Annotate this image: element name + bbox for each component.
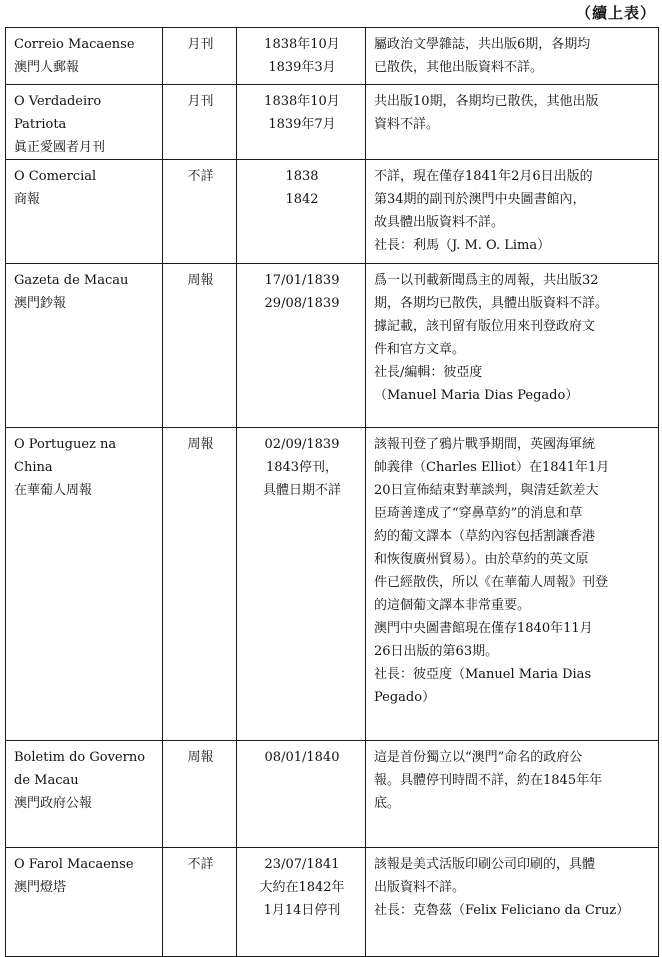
table-row [6, 848, 659, 957]
cell-title [6, 741, 163, 848]
cell-notes [366, 160, 659, 264]
cell-dates-line: 17/01/1839 [264, 273, 340, 288]
cell-title [6, 848, 163, 957]
cell-dates-line: 02/09/1839 [264, 437, 340, 452]
cell-notes-line: 底。 [374, 796, 401, 811]
cell-title [6, 28, 163, 85]
cell-title [6, 160, 163, 264]
cell-title-line: O Verdadeiro [14, 94, 102, 109]
cell-notes-line: 社長：利馬（J. M. O. Lima） [374, 238, 551, 253]
cell-title-line: 澳門燈塔 [14, 880, 67, 895]
cell-notes-line: 和恢復廣州貿易）。由於草約的英文原 [374, 552, 589, 567]
cell-notes-line: 不詳，現在僅存1841年2月6日出版的 [374, 169, 593, 184]
cell-title-line: 澳門人郵報 [14, 60, 80, 75]
cell-notes-line: 資料不詳。 [374, 117, 440, 132]
cell-frequency-text: 周報 [187, 750, 214, 765]
cell-title [6, 85, 163, 160]
cell-dates [237, 28, 366, 85]
cell-notes-line: 共出版10期，各期均已散佚，其他出版 [374, 94, 599, 109]
cell-frequency [163, 160, 237, 264]
table-row [6, 264, 659, 428]
cell-dates-line: 具體日期不詳 [262, 483, 341, 498]
cell-notes [366, 741, 659, 848]
cell-notes-line: 該報是美式活版印刷公司印刷的，具體 [374, 857, 596, 872]
cell-frequency-text: 不詳 [187, 169, 214, 184]
cell-dates-line: 1838年10月 [264, 94, 340, 109]
table-row [6, 160, 659, 264]
cell-notes-line: 期，各期均已散佚，具體出版資料不詳。 [374, 296, 609, 311]
cell-notes-line: 該報刊登了鴉片戰爭期間，英國海軍統 [374, 437, 596, 452]
cell-frequency-text: 周報 [187, 437, 214, 452]
cell-title-line: O Comercial [14, 169, 97, 184]
cell-notes-line: 報。具體停刊時間不詳，約在1845年年 [374, 773, 603, 788]
cell-title-line: Boletim do Governo [14, 750, 146, 765]
cell-dates [237, 848, 366, 957]
cell-title-line: Patriota [14, 117, 67, 132]
cell-notes-line: 第34期的副刊於澳門中央圖書館內， [374, 192, 586, 207]
cell-notes [366, 264, 659, 428]
cell-dates [237, 428, 366, 741]
cell-frequency-text: 周報 [187, 273, 214, 288]
cell-frequency-text: 月刊 [187, 37, 214, 52]
cell-dates-line: 1月14日停刊 [263, 903, 341, 918]
cell-dates [237, 741, 366, 848]
cell-notes-line: 的這個葡文譯本非常重要。 [374, 598, 531, 613]
cell-notes-line: 約的葡文譯本（草約內容包括割讓香港 [374, 529, 596, 544]
cell-frequency-text: 月刊 [187, 94, 214, 109]
cell-title-line: de Macau [14, 773, 79, 788]
cell-title [6, 428, 163, 741]
cell-notes-line: 臣琦善達成了“穿鼻草約”的消息和草 [374, 506, 583, 521]
cell-notes-line: 社長：克魯茲（Felix Feliciano da Cruz） [374, 903, 630, 918]
cell-dates [237, 85, 366, 160]
periodicals-table-body [6, 28, 659, 957]
cell-notes-line: 件和官方文章。 [374, 342, 466, 357]
cell-notes-line: 澳門中央圖書館現在僅存1840年11月 [374, 621, 593, 636]
cell-frequency-text: 不詳 [187, 857, 214, 872]
cell-dates-line: 1838 [285, 169, 319, 184]
cell-notes-line: 爲一以刊載新聞爲主的周報，共出版32 [374, 273, 599, 288]
cell-title-line: O Farol Macaense [14, 857, 134, 872]
cell-frequency [163, 85, 237, 160]
cell-notes [366, 28, 659, 85]
cell-title-line: Gazeta de Macau [14, 273, 129, 288]
cell-title [6, 264, 163, 428]
cell-notes-line: Pegado） [374, 690, 436, 705]
cell-notes-line: 社長/編輯：彼亞度 [374, 365, 483, 380]
cell-dates-line: 大約在1842年 [259, 880, 345, 895]
cell-notes [366, 428, 659, 741]
cell-notes [366, 848, 659, 957]
continued-label: （續上表） [575, 4, 656, 22]
cell-dates [237, 160, 366, 264]
cell-notes [366, 85, 659, 160]
cell-frequency [163, 848, 237, 957]
cell-notes-line: 26日出版的第63期。 [374, 644, 499, 659]
cell-title-line: Correio Macaense [14, 37, 135, 52]
cell-frequency [163, 28, 237, 85]
cell-title-line: 在華葡人周報 [14, 483, 93, 498]
cell-title-line: 澳門政府公報 [14, 796, 93, 811]
cell-dates [237, 264, 366, 428]
cell-notes-line: 20日宣佈結束對華談判，與清廷欽差大 [374, 483, 599, 498]
cell-notes-line: 帥義律（Charles Elliot）在1841年1月 [374, 460, 610, 475]
cell-notes-line: 屬政治文學雜誌，共出版6期，各期均 [374, 37, 591, 52]
table-row [6, 28, 659, 85]
table-row [6, 85, 659, 160]
cell-notes-line: 故具體出版資料不詳。 [374, 215, 505, 230]
cell-title-line: 澳門鈔報 [14, 296, 67, 311]
cell-title-line: China [14, 460, 53, 475]
cell-title-line: 眞正愛國者月刊 [14, 140, 106, 155]
cell-notes-line: 件已經散佚，所以《在華葡人周報》刊登 [374, 575, 609, 590]
cell-notes-line: （Manuel Maria Dias Pegado） [374, 388, 579, 403]
cell-notes-line: 已散佚，其他出版資料不詳。 [374, 60, 544, 75]
cell-frequency [163, 428, 237, 741]
periodicals-table [5, 27, 659, 957]
cell-dates-line: 1839年7月 [268, 117, 336, 132]
cell-dates-line: 1843停刊， [265, 460, 339, 475]
cell-notes-line: 社長：彼亞度（Manuel Maria Dias [374, 667, 592, 682]
cell-dates-line: 08/01/1840 [264, 750, 340, 765]
cell-dates-line: 23/07/1841 [264, 857, 340, 872]
cell-frequency [163, 264, 237, 428]
cell-notes-line: 出版資料不詳。 [374, 880, 466, 895]
table-row [6, 428, 659, 741]
cell-dates-line: 29/08/1839 [264, 296, 340, 311]
cell-frequency [163, 741, 237, 848]
cell-notes-line: 據記載，該刊留有版位用來刊登政府文 [374, 319, 596, 334]
cell-title-line: O Portuguez na [14, 437, 117, 452]
cell-dates-line: 1842 [285, 192, 319, 207]
cell-title-line: 商報 [14, 192, 41, 207]
cell-notes-line: 這是首份獨立以“澳門”命名的政府公 [374, 750, 583, 765]
cell-dates-line: 1838年10月 [264, 37, 340, 52]
table-row [6, 741, 659, 848]
cell-dates-line: 1839年3月 [268, 60, 336, 75]
